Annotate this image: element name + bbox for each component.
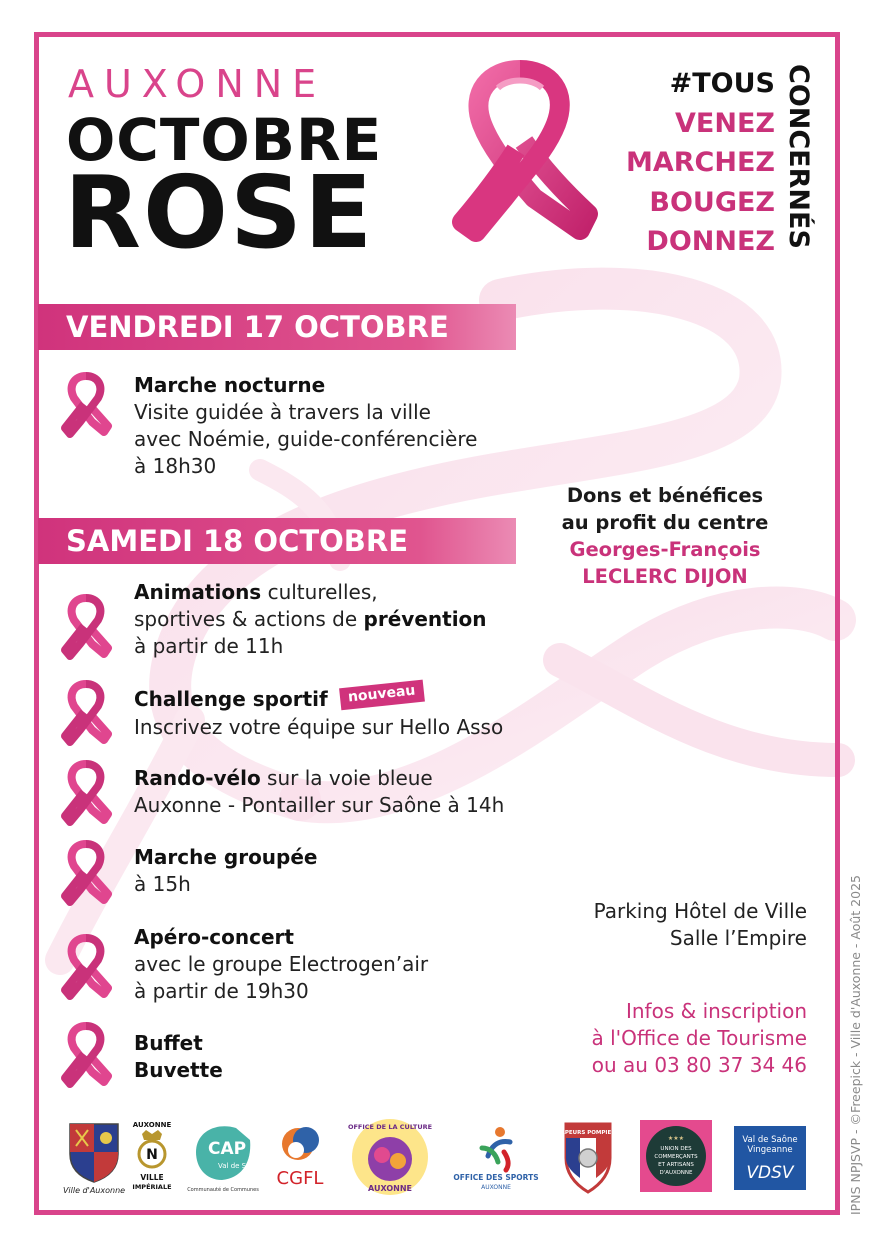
event-line: à 15h	[134, 872, 191, 896]
svg-text:Val de Saône: Val de Saône	[218, 1162, 264, 1170]
day-band-samedi: SAMEDI 18 OCTOBRE	[38, 518, 516, 564]
svg-text:AUXONNE: AUXONNE	[481, 1184, 511, 1191]
slogans	[626, 64, 775, 262]
pink-ribbon-icon	[62, 372, 110, 436]
event-title-bold: Animations	[134, 580, 262, 604]
logo-text: Ville d'Auxonne	[62, 1186, 126, 1195]
svg-text:OFFICE DES SPORTS: OFFICE DES SPORTS	[453, 1173, 539, 1182]
svg-text:AUXONNE: AUXONNE	[368, 1184, 412, 1193]
partner-logos	[60, 1118, 820, 1198]
svg-text:VDSV: VDSV	[746, 1163, 794, 1183]
svg-text:SAPEURS POMPIERS: SAPEURS POMPIERS	[556, 1130, 620, 1136]
event-line-bold: prévention	[363, 607, 487, 631]
pink-ribbon-icon	[62, 840, 110, 904]
event-buffet-buvette	[134, 1030, 223, 1084]
event-title: Challenge sportif	[134, 687, 328, 711]
svg-text:VILLE: VILLE	[140, 1173, 164, 1182]
event-title: Marche groupée	[134, 845, 318, 869]
svg-text:UNION DES: UNION DES	[660, 1146, 692, 1152]
event-title-rest: culturelles,	[261, 580, 378, 604]
slogan-marchez: MARCHEZ	[626, 147, 775, 178]
infos-line: Infos & inscription	[625, 999, 807, 1023]
svg-text:Vingeanne: Vingeanne	[747, 1145, 793, 1155]
auxonne-ville-imperiale-logo	[128, 1118, 176, 1196]
svg-text:D'AUXONNE: D'AUXONNE	[659, 1170, 693, 1176]
union-commercants-logo	[638, 1118, 714, 1196]
svg-text:Communauté de Communes: Communauté de Communes	[187, 1187, 259, 1193]
event-title: Buvette	[134, 1058, 223, 1082]
svg-text:CAP: CAP	[208, 1139, 247, 1159]
hashtag-tous: #TOUS	[669, 68, 775, 99]
event-line: à partir de 11h	[134, 634, 284, 658]
event-challenge-sportif	[134, 682, 504, 741]
svg-text:IMPÉRIALE: IMPÉRIALE	[132, 1183, 172, 1191]
cap-val-de-saone-logo	[187, 1118, 264, 1196]
pink-ribbon-icon	[62, 760, 110, 824]
pink-ribbon-icon	[62, 680, 110, 744]
event-line: Visite guidée à travers la ville	[134, 400, 431, 424]
event-marche-nocturne	[134, 372, 477, 480]
val-de-saone-vingeanne-logo	[732, 1118, 808, 1196]
svg-text:CGFL: CGFL	[276, 1168, 324, 1189]
event-line: à 18h30	[134, 454, 217, 478]
location-line: Salle l’Empire	[669, 926, 807, 950]
title-octobre: OCTOBRE	[66, 106, 383, 174]
day-band-vendredi: VENDREDI 17 OCTOBRE	[38, 304, 516, 350]
dons-line: LECLERC DIJON	[582, 565, 748, 588]
svg-text:N: N	[146, 1147, 158, 1163]
concernes-text: CONCERNÉS	[783, 64, 814, 249]
slogan-bougez: BOUGEZ	[649, 186, 775, 218]
office-culture-logo	[344, 1118, 436, 1196]
svg-text:ET ARTISANS: ET ARTISANS	[658, 1162, 694, 1168]
svg-text:AUXONNE: AUXONNE	[132, 1121, 172, 1129]
event-title-rest: sur la voie bleue	[260, 766, 433, 790]
title-rose: ROSE	[64, 154, 375, 271]
ville-auxonne-logo	[62, 1118, 126, 1196]
event-animations	[134, 579, 487, 660]
infos-phone: ou au 03 80 37 34 46	[591, 1053, 807, 1077]
location-block	[594, 898, 807, 952]
event-marche-groupee	[134, 844, 318, 898]
office-sports-logo	[448, 1118, 544, 1196]
vertical-concernes	[778, 64, 818, 254]
pink-ribbon-icon	[62, 934, 110, 998]
slogan-donnez: DONNEZ	[646, 226, 775, 257]
infos-block	[592, 998, 807, 1079]
event-rando-velo	[134, 765, 504, 819]
infos-line: à l'Office de Tourisme	[591, 1026, 807, 1050]
credit-line: IPNS NPJSVP - ©Freepick - Ville d'Auxonne - Août 2025	[848, 875, 863, 1215]
event-title: Marche nocturne	[134, 373, 326, 397]
dons-block	[540, 482, 790, 590]
event-line: à partir de 19h30	[134, 979, 309, 1003]
svg-text:COMMERÇANTS: COMMERÇANTS	[654, 1154, 698, 1160]
event-line: Inscrivez votre équipe sur Hello Asso	[134, 715, 504, 739]
slogan-venez: VENEZ	[675, 107, 775, 139]
svg-text:Val de Saône: Val de Saône	[742, 1135, 798, 1145]
svg-text:★★★: ★★★	[667, 1135, 685, 1142]
town-name: AUXONNE	[68, 62, 327, 106]
svg-text:OFFICE DE LA CULTURE: OFFICE DE LA CULTURE	[347, 1123, 433, 1131]
event-line: Auxonne - Pontailler sur Saône à 14h	[134, 793, 505, 817]
event-line: avec le groupe Electrogen’air	[134, 952, 429, 976]
pink-ribbon-icon	[62, 594, 110, 658]
event-title-bold: Rando-vélo	[134, 766, 261, 790]
location-line: Parking Hôtel de Ville	[593, 899, 807, 923]
cgfl-logo	[268, 1118, 332, 1196]
event-line: avec Noémie, guide-conférencière	[134, 427, 478, 451]
event-line: sportives & actions de	[134, 607, 364, 631]
pink-ribbon-icon	[450, 62, 590, 242]
sapeurs-pompiers-logo	[556, 1118, 620, 1196]
pink-ribbon-icon	[62, 1022, 110, 1086]
dons-line: au profit du centre	[561, 511, 769, 534]
nouveau-badge: nouveau	[339, 680, 424, 711]
dons-line: Georges-François	[569, 538, 761, 561]
dons-line: Dons et bénéfices	[566, 484, 764, 507]
event-title: Buffet	[134, 1031, 203, 1055]
event-title: Apéro-concert	[134, 925, 294, 949]
event-apero-concert	[134, 924, 428, 1005]
